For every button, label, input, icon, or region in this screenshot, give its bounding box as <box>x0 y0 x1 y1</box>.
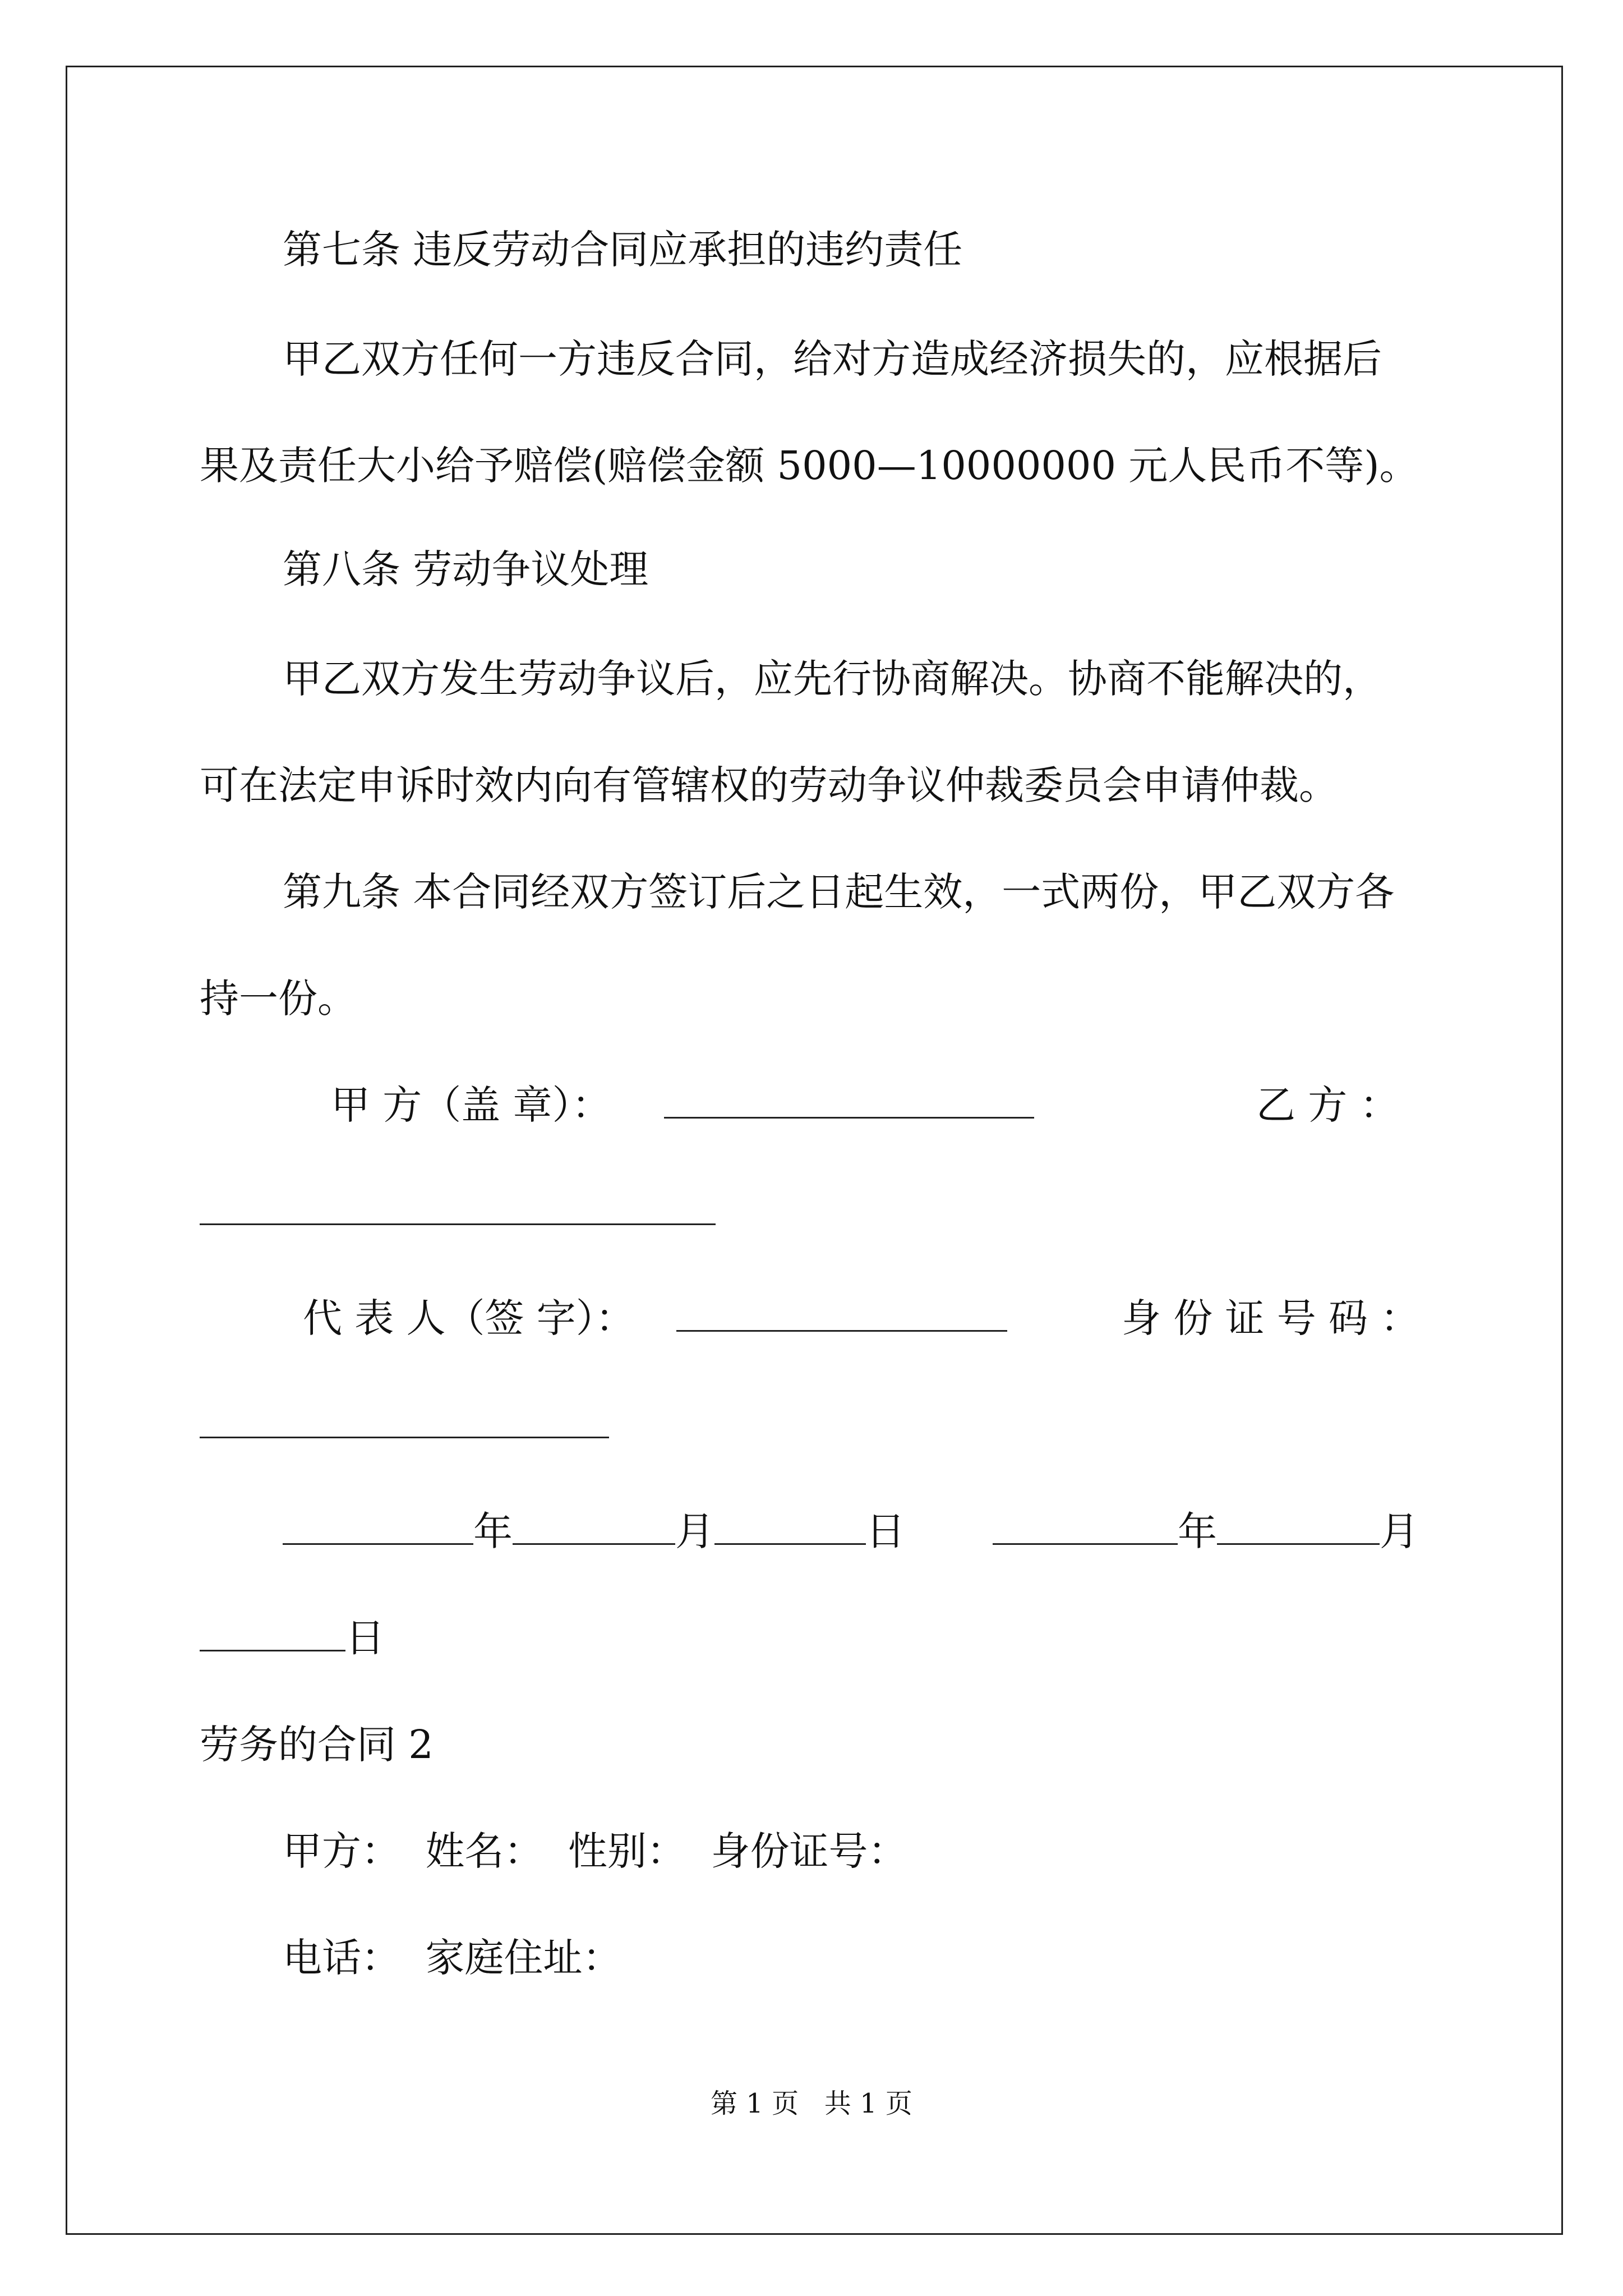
page-border <box>66 66 1563 2235</box>
id-number-blank[interactable] <box>200 1402 609 1438</box>
contract-2-party-a-line: 甲方： 姓名： 性别： 身份证号： <box>283 1828 907 1874</box>
article-9-body-line-1: 第九条 本合同经双方签订后之日起生效，一式两份，甲乙双方各 <box>283 869 1395 915</box>
representative-label: 代 表 人（签 字）： <box>303 1295 635 1341</box>
day-label: 日 <box>866 1508 905 1554</box>
year-label: 年 <box>1178 1508 1217 1554</box>
party-b-day-blank[interactable] <box>200 1615 345 1651</box>
party-b-blank-row <box>200 1184 1433 1240</box>
representative-signature-blank[interactable] <box>676 1295 1007 1332</box>
id-number-blank-row <box>200 1397 1433 1453</box>
contract-2-title: 劳务的合同 2 <box>200 1722 434 1768</box>
article-8-title: 第八条 劳动争议处理 <box>283 546 649 592</box>
party-a-day-blank[interactable] <box>714 1508 866 1545</box>
party-a-label: 甲 方（盖 章）： <box>331 1082 611 1128</box>
article-9-body-line-2: 持一份。 <box>200 976 357 1022</box>
page-footer: 第 1 页 共 1 页 <box>711 2088 912 2119</box>
article-8-body-line-1: 甲乙双方发生劳动争议后，应先行协商解决。协商不能解决的， <box>283 656 1382 702</box>
day-label: 日 <box>345 1615 385 1661</box>
party-a-month-blank[interactable] <box>513 1508 675 1545</box>
date-row-party-b <box>993 1503 1441 1559</box>
article-7-title: 第七条 违反劳动合同应承担的违约责任 <box>283 227 963 273</box>
id-number-label: 身 份 证 号 码 ： <box>1122 1295 1420 1341</box>
month-label: 月 <box>1380 1508 1419 1554</box>
party-b-year-blank[interactable] <box>993 1508 1178 1545</box>
contract-2-contact-line: 电话： 家庭住址： <box>283 1935 622 1981</box>
year-label: 年 <box>473 1508 513 1554</box>
article-8-body-line-2: 可在法定申诉时效内向有管辖权的劳动争议仲裁委员会申请仲裁。 <box>200 762 1338 808</box>
party-a-year-blank[interactable] <box>283 1508 473 1545</box>
party-a-seal-blank[interactable] <box>664 1082 1034 1119</box>
party-b-blank[interactable] <box>200 1189 716 1225</box>
article-7-body-line-2: 果及责任大小给予赔偿(赔偿金额 5000—10000000 元人民币不等)。 <box>200 443 1419 489</box>
date-row-party-b-day <box>200 1610 1433 1666</box>
article-7-body-line-1: 甲乙双方任何一方违反合同，给对方造成经济损失的，应根据后 <box>283 336 1382 382</box>
month-label: 月 <box>675 1508 714 1554</box>
party-b-month-blank[interactable] <box>1217 1508 1380 1545</box>
party-b-label: 乙 方 ： <box>1256 1082 1399 1128</box>
